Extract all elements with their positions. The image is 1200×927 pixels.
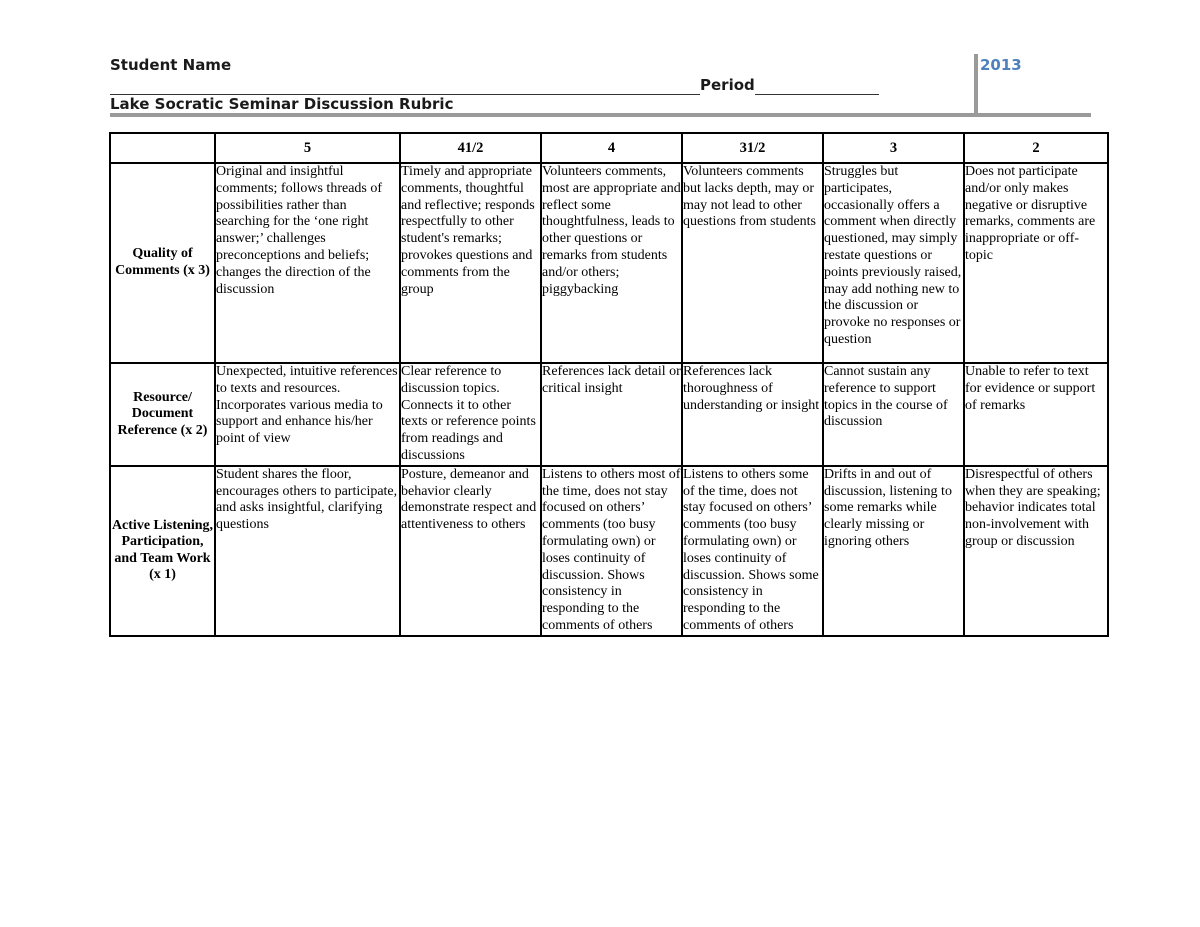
year-label: 2013 (980, 56, 1022, 74)
rubric-cell: Unexpected, intuitive references to texts and resources. Incorporates various media to support and enhance his/her point of view (215, 363, 400, 466)
rubric-cell: Unable to refer to text for evidence or support of remarks (964, 363, 1108, 466)
header-horizontal-rule (110, 113, 1091, 117)
rubric-cell: Posture, demeanor and behavior clearly demonstrate respect and attentiveness to others (400, 466, 541, 636)
name-blank[interactable] (110, 79, 700, 95)
document-header (110, 56, 976, 115)
rubric-cell: Volunteers comments, most are appropriate and reflect some thoughtfulness, leads to other questions or remarks from students and/or others; piggybacking (541, 163, 682, 363)
score-header: 3 (823, 133, 964, 163)
rubric-row-listening (110, 466, 1108, 636)
rubric-cell: Struggles but participates, occasionally offers a comment when directly questioned, may simply restate questions or points previously raised, may add nothing new to the discussion or provoke no responses or question (823, 163, 964, 363)
rubric-cell: Listens to others some of the time, does not stay focused on others’ comments (too busy formulating own) or loses continuity of discussion. Shows some consistency in responding to the comments of others (682, 466, 823, 636)
rubric-cell: References lack detail or critical insight (541, 363, 682, 466)
student-name-label: Student Name (110, 56, 232, 74)
criterion-label: Quality of Comments (x 3) (110, 163, 215, 363)
rubric-cell: Original and insightful comments; follows threads of possibilities rather than searching for the ‘one right answer;’ challenges preconceptions and beliefs; changes the direction of the discussion (215, 163, 400, 363)
score-header-row (110, 133, 1108, 163)
score-header: 4 (541, 133, 682, 163)
rubric-cell: Volunteers comments but lacks depth, may or may not lead to other questions from students (682, 163, 823, 363)
criterion-label: Resource/ Document Reference (x 2) (110, 363, 215, 466)
rubric-cell: Does not participate and/or only makes negative or disruptive remarks, comments are inappropriate or off-topic (964, 163, 1108, 363)
name-period-line (110, 76, 976, 96)
rubric-cell: Listens to others most of the time, does not stay focused on others’ comments (too busy formulating own) or loses continuity of discussion. Shows consistency in responding to the comments of others (541, 466, 682, 636)
rubric-cell: Cannot sustain any reference to support topics in the course of discussion (823, 363, 964, 466)
rubric-row-resource (110, 363, 1108, 466)
criterion-label: Active Listening, Participation, and Team Work (x 1) (110, 466, 215, 636)
rubric-cell: Disrespectful of others when they are speaking; behavior indicates total non-involvement with group or discussion (964, 466, 1108, 636)
period-blank[interactable] (755, 79, 879, 95)
rubric-cell: Clear reference to discussion topics. Connects it to other texts or reference points from readings and discussions (400, 363, 541, 466)
rubric-table (109, 132, 1109, 637)
header-vertical-rule (974, 54, 978, 116)
rubric-cell: Timely and appropriate comments, thoughtful and reflective; responds respectfully to other student's remarks; provokes questions and comments from the group (400, 163, 541, 363)
rubric-row-quality (110, 163, 1108, 363)
score-header: 41/2 (400, 133, 541, 163)
rubric-cell: Student shares the floor, encourages others to participate, and asks insightful, clarifying questions (215, 466, 400, 636)
period-label: Period (700, 75, 755, 94)
student-name-line (110, 56, 976, 76)
rubric-cell: Drifts in and out of discussion, listening to some remarks while clearly missing or ignoring others (823, 466, 964, 636)
rubric-title: Lake Socratic Seminar Discussion Rubric (110, 95, 454, 113)
score-header: 5 (215, 133, 400, 163)
rubric-cell: References lack thoroughness of understanding or insight (682, 363, 823, 466)
corner-cell (110, 133, 215, 163)
score-header: 2 (964, 133, 1108, 163)
score-header: 31/2 (682, 133, 823, 163)
